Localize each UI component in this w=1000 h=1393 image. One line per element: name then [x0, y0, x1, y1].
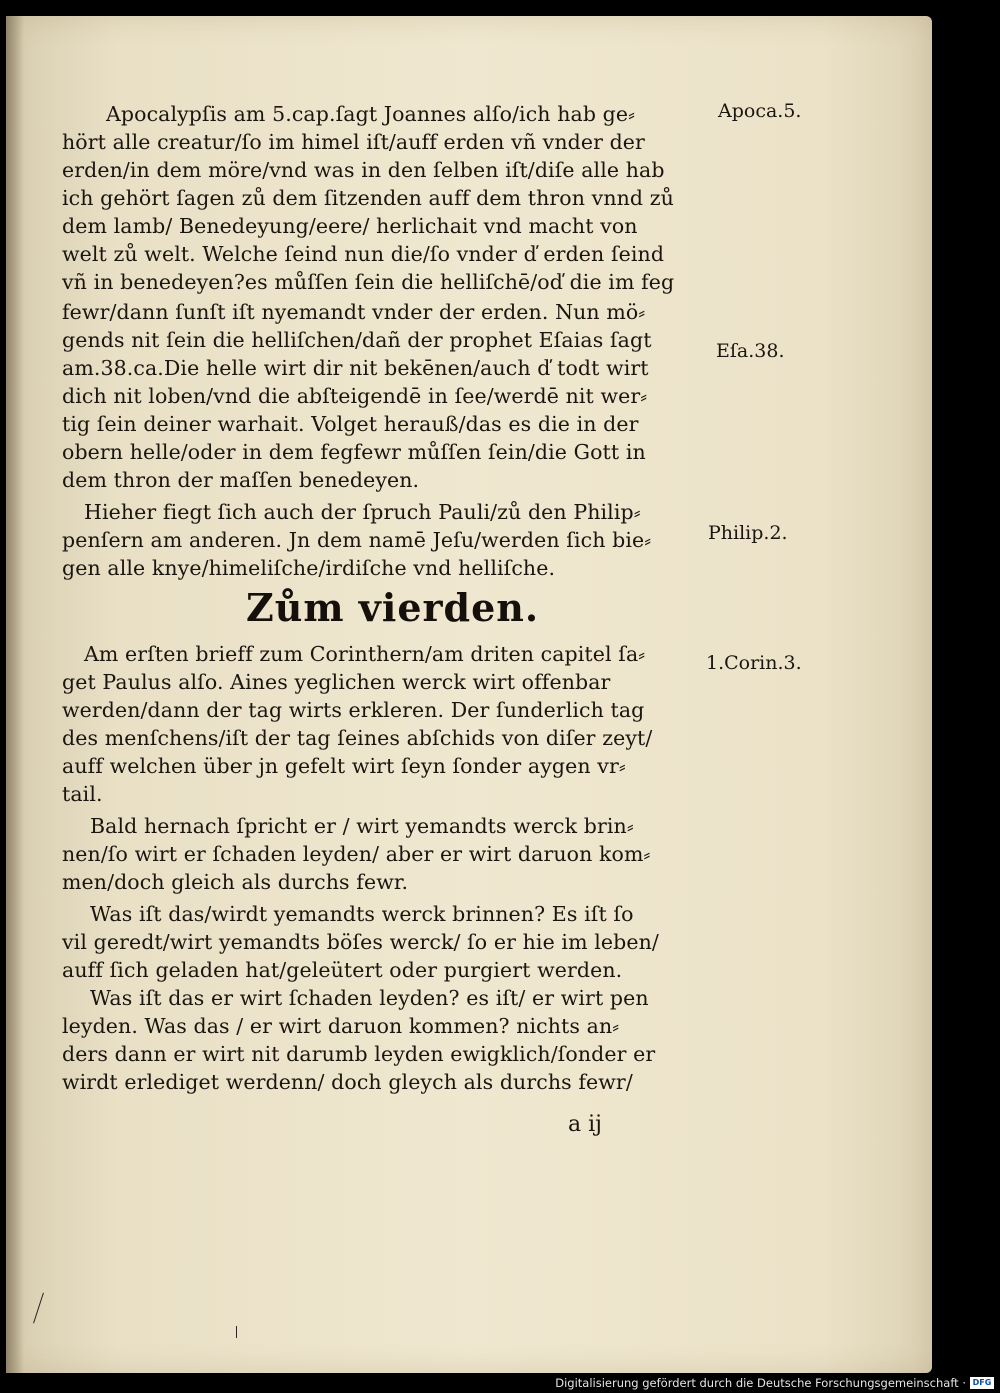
pencil-mark — [236, 1326, 237, 1338]
text-line: tig ſein deiner warhait. Volget herauß/das es die in der — [62, 412, 639, 436]
text-line: penſern am anderen. Jn dem namē Jeſu/werden ſich bie⸗ — [62, 528, 652, 552]
text-line: men/doch gleich als durchs fewr. — [62, 870, 409, 894]
text-line: leyden. Was das / er wirt daruon kommen? nichts an⸗ — [62, 1014, 620, 1038]
text-line: auff ſich geladen hat/geleütert oder purgiert werden. — [62, 958, 623, 982]
text-line: am.38.ca.Die helle wirt dir nit bekēnen/auch ď todt wirt — [62, 356, 649, 380]
text-line: dich nit loben/vnd die abſteigendē in ſee/werdē nit wer⸗ — [62, 384, 648, 408]
text-line: obern helle/oder in dem fegfewr můſſen ſein/die Gott in — [62, 440, 646, 464]
text-line: Apocalypſis am 5.cap.ſagt Joannes alſo/ich hab ge⸗ — [106, 102, 636, 126]
text-line: gends nit ſein die helliſchen/dañ der prophet Eſaias ſagt — [62, 328, 652, 352]
text-line: Bald hernach ſpricht er / wirt yemandts werck brin⸗ — [90, 814, 634, 838]
text-line: fewr/dann ſunſt iſt nyemandt vnder der erden. Nun mö⸗ — [62, 300, 646, 324]
dfg-logo-icon: DFG — [970, 1377, 994, 1389]
text-line: nen/ſo wirt er ſchaden leyden/ aber er wirt daruon kom⸗ — [62, 842, 651, 866]
text-line: hört alle creatur/ſo im himel iſt/auff erden vñ vnder der — [62, 130, 645, 154]
signature-mark: a ij — [568, 1112, 602, 1137]
text-line: vñ in benedeyen?es můſſen ſein die helliſchē/oď die im feg — [62, 270, 675, 294]
text-line: get Paulus alſo. Aines yeglichen werck wirt offenbar — [62, 670, 611, 694]
text-line: tail. — [62, 782, 103, 806]
text-line: dem lamb/ Benedeyung/eere/ herlichait vnd macht von — [62, 214, 638, 238]
text-line: des menſchens/iſt der tag ſeines abſchids von diſer zeyt/ — [62, 726, 653, 750]
text-line: erden/in dem möre/vnd was in den ſelben iſt/diſe alle hab — [62, 158, 665, 182]
margin-note-philip: Philip.2. — [708, 522, 788, 544]
margin-note-corin: 1.Corin.3. — [706, 652, 802, 674]
text-line: ders dann er wirt nit darumb leyden ewigklich/ſonder er — [62, 1042, 656, 1066]
text-line: vil geredt/wirt yemandts böſes werck/ ſo er hie im leben/ — [62, 930, 659, 954]
text-line: Was iſt das er wirt ſchaden leyden? es iſt/ er wirt pen — [90, 986, 649, 1010]
footer-credit: Digitalisierung gefördert durch die Deutsche Forschungsgemeinschaft · — [555, 1376, 966, 1390]
text-line: werden/dann der tag wirts erkleren. Der ſunderlich tag — [62, 698, 645, 722]
text-line: welt zů welt. Welche ſeind nun die/ſo vnder ď erden ſeind — [62, 242, 665, 266]
text-line: auff welchen über jn gefelt wirt ſeyn ſonder aygen vr⸗ — [62, 754, 626, 778]
section-heading: Zům vierden. — [246, 585, 540, 630]
margin-note-esa: Eſa.38. — [716, 340, 785, 362]
text-line: ich gehört ſagen zů dem ſitzenden auff dem thron vnnd zů — [62, 186, 674, 210]
text-line: gen alle knye/himeliſche/irdiſche vnd helliſche. — [62, 556, 556, 580]
margin-note-apoca: Apoca.5. — [718, 100, 802, 122]
page-gutter-shadow — [6, 16, 24, 1373]
text-line: Was iſt das/wirdt yemandts werck brinnen? Es iſt ſo — [90, 902, 634, 926]
text-line: wirdt erlediget werdenn/ doch gleych als durchs fewr/ — [62, 1070, 633, 1094]
text-line: Am erſten brieff zum Corinthern/am driten capitel ſa⸗ — [84, 642, 646, 666]
footer-bar — [0, 1373, 1000, 1393]
text-line: dem thron der maſſen benedeyen. — [62, 468, 420, 492]
text-line: Hieher fiegt ſich auch der ſpruch Pauli/zů den Philip⸗ — [84, 500, 641, 524]
